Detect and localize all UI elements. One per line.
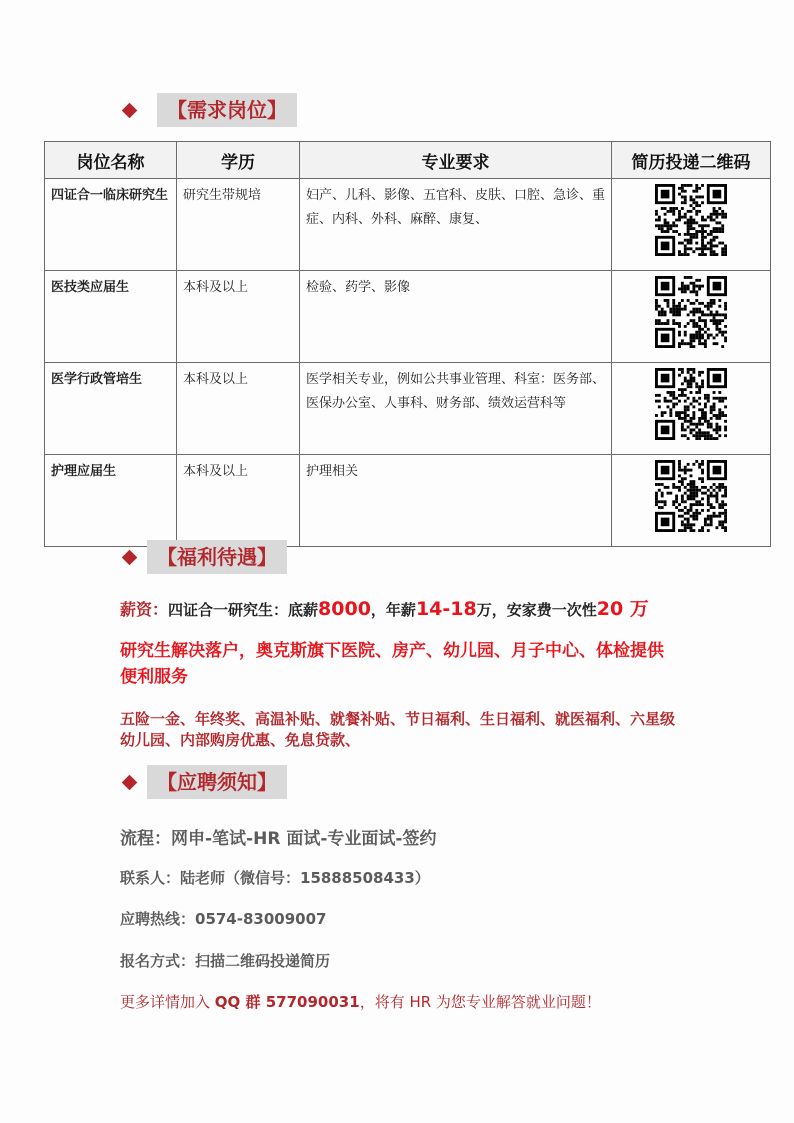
benefits-section-heading xyxy=(124,540,287,574)
position-name: 四证合一临床研究生 xyxy=(45,179,177,271)
jobs-section-heading xyxy=(124,93,297,127)
salary-line xyxy=(120,594,649,621)
major-cell: 妇产、儿科、影像、五官科、皮肤、口腔、急诊、重症、内科、外科、麻醉、康复、 xyxy=(300,179,612,271)
benefits-section-title: 【福利待遇】 xyxy=(147,540,287,574)
table-row xyxy=(45,179,771,271)
process-line: 流程：网申-笔试-HR 面试-专业面试-签约 xyxy=(120,829,437,849)
qq-suffix: ，将有 HR 为您专业解答就业问题！ xyxy=(359,993,601,1011)
qq-line xyxy=(120,991,601,1012)
apply-line: 报名方式：扫描二维码投递简历 xyxy=(120,952,331,970)
education-cell: 本科及以上 xyxy=(177,363,300,455)
salary-bonus-value: 20 万 xyxy=(596,598,649,620)
qr-cell xyxy=(612,363,771,455)
major-cell: 医学相关专业，例如公共事业管理、科室：医务部、医保办公室、人事科、财务部、绩效运营科等 xyxy=(300,363,612,455)
salary-annual-value: 14-18 xyxy=(415,598,477,620)
table-row xyxy=(45,271,771,363)
notice-section-heading xyxy=(124,765,287,799)
position-name: 护理应届生 xyxy=(45,455,177,547)
notice-section-title: 【应聘须知】 xyxy=(147,765,287,799)
header-major: 专业要求 xyxy=(300,142,612,179)
qr-code-icon[interactable] xyxy=(655,276,727,348)
qr-cell xyxy=(612,455,771,547)
qr-code-icon[interactable] xyxy=(655,184,727,256)
header-qr: 简历投递二维码 xyxy=(612,142,771,179)
table-header-row xyxy=(45,142,771,179)
major-cell: 检验、药学、影像 xyxy=(300,271,612,363)
table-row xyxy=(45,455,771,547)
contact-line: 联系人：陆老师（微信号：15888508433） xyxy=(120,869,430,887)
jobs-table xyxy=(44,141,771,547)
benefits-line-3: 五险一金、年终奖、高温补贴、就餐补贴、节日福利、生日福利、就医福利、六星级幼儿园、内部购房优惠、免息贷款、 xyxy=(120,710,676,749)
salary-label: 薪资： xyxy=(120,600,169,619)
qq-prefix: 更多详情加入 xyxy=(120,993,211,1011)
diamond-bullet-icon xyxy=(122,549,138,565)
salary-mid-text: ，年薪 xyxy=(370,601,416,619)
diamond-bullet-icon xyxy=(122,774,138,790)
education-cell: 本科及以上 xyxy=(177,455,300,547)
major-cell: 护理相关 xyxy=(300,455,612,547)
qr-cell xyxy=(612,271,771,363)
benefits-line-2: 研究生解决落户，奥克斯旗下医院、房产、幼儿园、月子中心、体检提供便利服务 xyxy=(120,641,664,687)
qr-cell xyxy=(612,179,771,271)
education-cell: 本科及以上 xyxy=(177,271,300,363)
diamond-bullet-icon xyxy=(122,102,138,118)
salary-prefix: 四证合一研究生：底薪 xyxy=(168,601,319,619)
qr-code-icon[interactable] xyxy=(655,460,727,532)
jobs-section-title: 【需求岗位】 xyxy=(157,93,297,127)
hotline-line: 应聘热线：0574-83009007 xyxy=(120,910,327,928)
table-row xyxy=(45,363,771,455)
qq-group[interactable]: QQ 群 577090031 xyxy=(214,993,360,1011)
position-name: 医技类应届生 xyxy=(45,271,177,363)
education-cell: 研究生带规培 xyxy=(177,179,300,271)
qr-code-icon[interactable] xyxy=(655,368,727,440)
header-education: 学历 xyxy=(177,142,300,179)
salary-mid2-text: 万，安家费一次性 xyxy=(476,601,597,619)
position-name: 医学行政管培生 xyxy=(45,363,177,455)
header-position: 岗位名称 xyxy=(45,142,177,179)
salary-base-value: 8000 xyxy=(318,598,371,620)
